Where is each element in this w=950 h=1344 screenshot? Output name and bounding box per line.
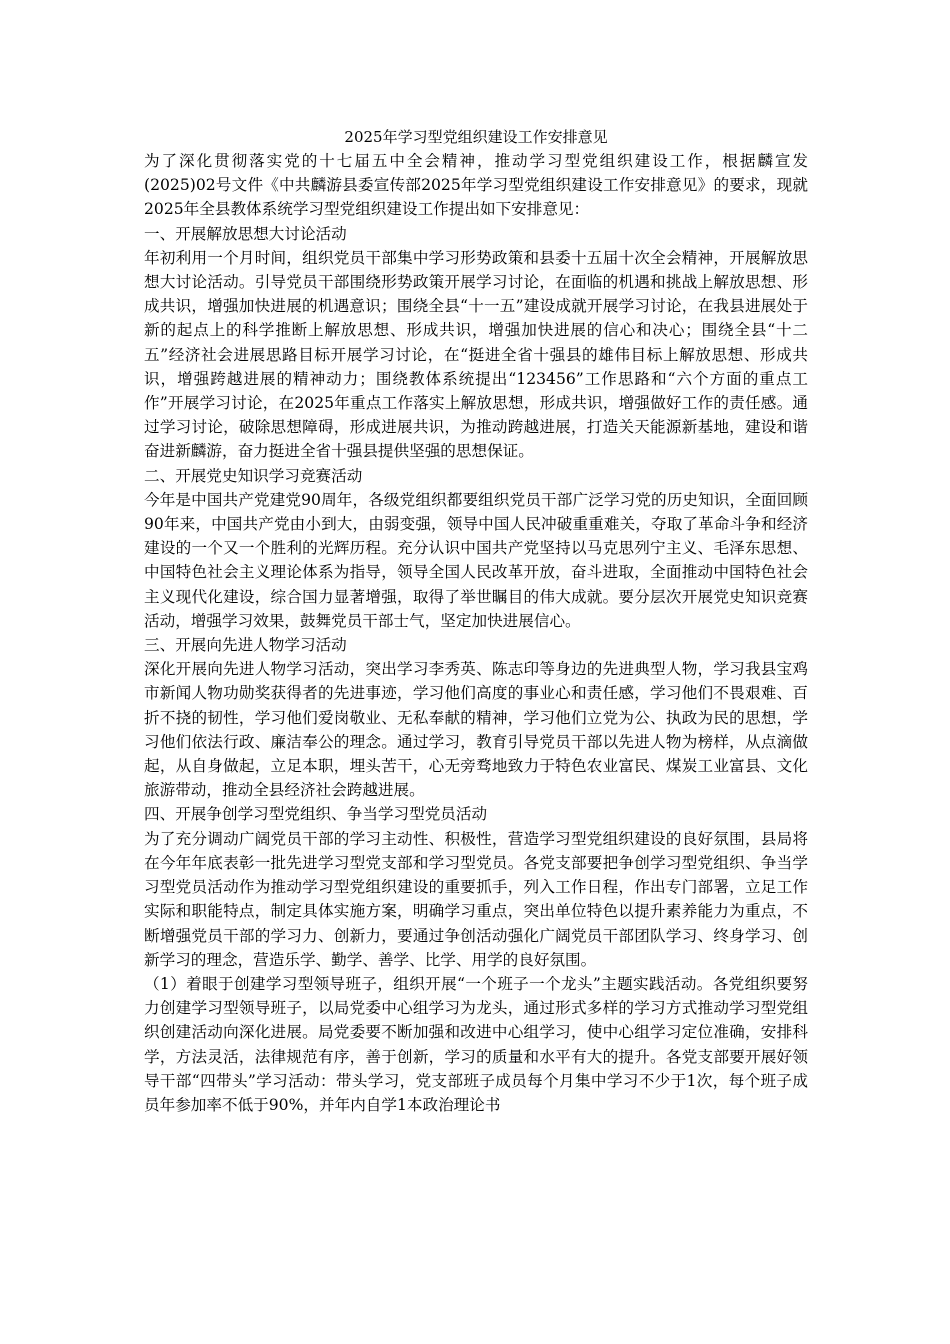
- document-title: 2025年学习型党组织建设工作安排意见: [344, 128, 608, 146]
- section-3-heading: 三、开展向先进人物学习活动: [144, 636, 347, 655]
- section-3-body: 深化开展向先进人物学习活动，突出学习李秀英、陈志印等身边的先进典型人物，学习我县宝鸡市新闻人物功勋奖获得者的先进事迹，学习他们高度的事业心和责任感，学习他们不畏艰难、百折不挠的韧性，学习他们爱岗敬业、无私奉献的精神，学习他们立党为公、执政为民的思想，学习他们依法行政、廉洁奉公的理念。通过学习，教育引导党员干部以先进人物为榜样，从点滴做起，从自身做起，立足本职，埋头苦干，心无旁骛地致力于特色农业富民、煤炭工业富县、文化旅游带动，推动全县经济社会跨越进展。: [144, 660, 808, 800]
- section-2-body: 今年是中国共产党建党90周年，各级党组织都要组织党员干部广泛学习党的历史知识，全面回顾90年来，中国共产党由小到大，由弱变强，领导中国人民冲破重重难关，夺取了革命斗争和经济建设的一个又一个胜利的光辉历程。充分认识中国共产党坚持以马克思列宁主义、毛泽东思想、中国特色社会主义理论体系为指导，领导全国人民改革开放，奋斗进取，全面推动中国特色社会主义现代化建设，综合国力显著增强，取得了举世瞩目的伟大成就。要分层次开展党史知识竞赛活动，增强学习效果，鼓舞党员干部士气，坚定加快进展信心。: [144, 490, 808, 630]
- document-page: [144, 127, 808, 1117]
- section-2-heading: 二、开展党史知识学习竞赛活动: [144, 466, 363, 485]
- section-1-heading: 一、开展解放思想大讨论活动: [144, 224, 347, 243]
- section-1-body: 年初利用一个月时间，组织党员干部集中学习形势政策和县委十五届十次全会精神，开展解放思想大讨论活动。引导党员干部围绕形势政策开展学习讨论，在面临的机遇和挑战上解放思想、形成共识，增强加快进展的机遇意识；围绕全县“十一五”建设成就开展学习讨论，在我县进展处于新的起点上的科学推断上解放思想、形成共识，增强加快进展的信心和决心；围绕全县“十二五”经济社会进展思路目标开展学习讨论，在“挺进全省十强县的雄伟目标上解放思想、形成共识，增强跨越进展的精神动力；围绕教体系统提出“123456”工作思路和“六个方面的重点工作”开展学习讨论，在2025年重点工作落实上解放思想，形成共识，增强做好工作的责任感。通过学习讨论，破除思想障碍，形成进展共识，为推动跨越进展，打造关天能源新基地，建设和谐奋进新麟游，奋力挺进全省十强县提供坚强的思想保证。: [144, 248, 808, 461]
- item-1-paragraph: （1）着眼于创建学习型领导班子，组织开展“一个班子一个龙头”主题实践活动。各党组织要努力创建学习型领导班子，以局党委中心组学习为龙头，通过形式多样的学习方式推动学习型党组织创建活动向深化进展。局党委要不断加强和改进中心组学习，使中心组学习定位准确，安排科学，方法灵活，法律规范有序，善于创新，学习的质量和水平有大的提升。各党支部要开展好领导干部“四带头”学习活动：带头学习，党支部班子成员每个月集中学习不少于1次，每个班子成员年参加率不低于90%，并年内自学1本政治理论书: [144, 974, 808, 1114]
- section-4-body: 为了充分调动广阔党员干部的学习主动性、积极性，营造学习型党组织建设的良好氛围，县局将在今年年底表彰一批先进学习型党支部和学习型党员。各党支部要把争创学习型党组织、争当学习型党员活动作为推动学习型党组织建设的重要抓手，列入工作日程，作出专门部署，立足工作实际和职能特点，制定具体实施方案，明确学习重点，突出单位特色以提升素养能力为重点，不断增强党员干部的学习力、创新力，要通过争创活动强化广阔党员干部团队学习、终身学习、创新学习的理念，营造乐学、勤学、善学、比学、用学的良好氛围。: [144, 829, 808, 969]
- section-4-heading: 四、开展争创学习型党组织、争当学习型党员活动: [144, 805, 488, 824]
- intro-paragraph: 为了深化贯彻落实党的十七届五中全会精神，推动学习型党组织建设工作，根据麟宣发(2025)02号文件《中共麟游县委宣传部2025年学习型党组织建设工作安排意见》的要求，现就2025年全县教体系统学习型党组织建设工作提出如下安排意见：: [144, 152, 808, 219]
